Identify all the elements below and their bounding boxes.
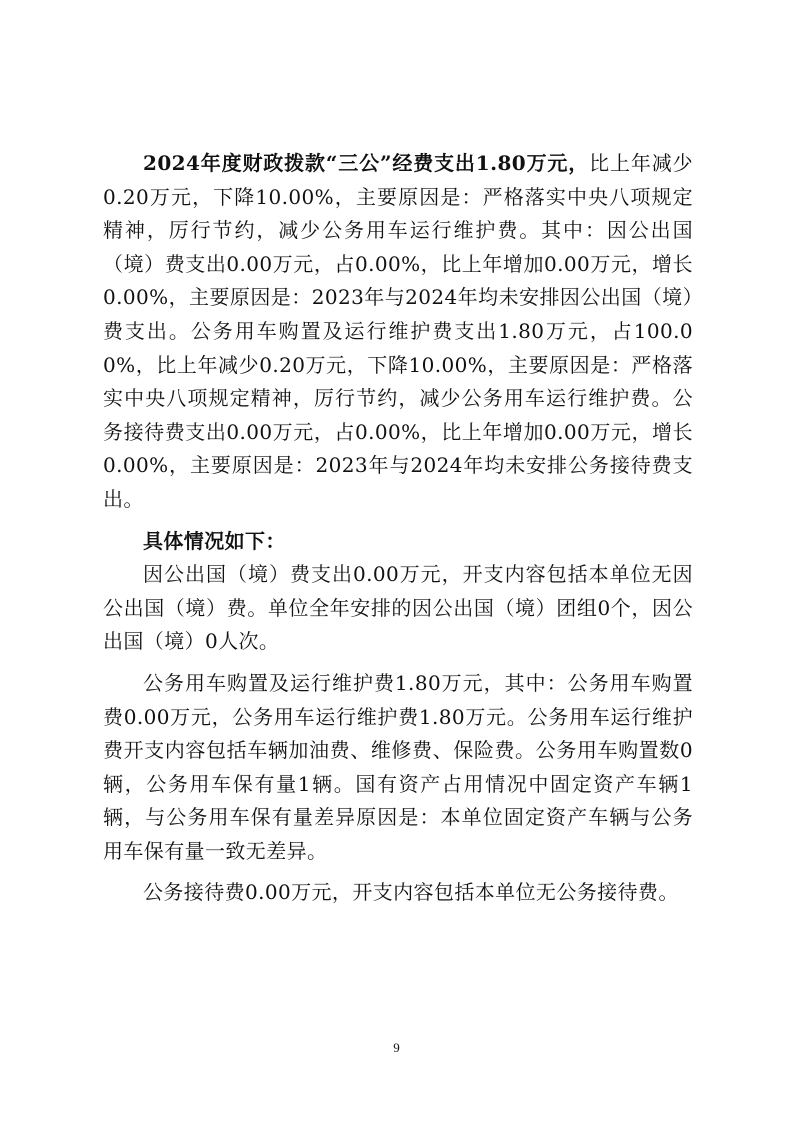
- overseas-paragraph: 因公出国（境）费支出0.00万元，开支内容包括本单位无因公出国（境）费。单位全年安排的因公出国（境）团组0个，因公出国（境）0人次。: [103, 562, 693, 654]
- vehicles-paragraph: 公务用车购置及运行维护费1.80万元，其中：公务用车购置费0.00万元，公务用车运行维护费1.80万元。公务用车运行维护费开支内容包括车辆加油费、维修费、保险费。公务用车购置数0辆，公务用车保有量1辆。国有资产占用情况中固定资产车辆1辆，与公务用车保有量差异原因是：本单位固定资产车辆与公务用车保有量一致无差异。: [103, 670, 693, 863]
- document-body: [103, 147, 693, 910]
- reception-paragraph: 公务接待费0.00万元，开支内容包括本单位无公务接待费。: [143, 880, 679, 905]
- details-heading: 具体情况如下：: [143, 528, 286, 553]
- summary-lead: 2024年度财政拨款“三公”经费支出1.80万元，: [143, 151, 590, 175]
- page-number: 9: [393, 1040, 400, 1055]
- summary-text: 比上年减少0.20万元，下降10.00%，主要原因是：严格落实中央八项规定精神，厉行节约，减少公务用车运行维护费。其中：因公出国（境）费支出0.00万元，占0.00%，比上年增加0.00万元，增长0.00%，主要原因是：2023年与2024年均未安排因公出国（境）费支出。公务用车购置及运行维护费支出1.80万元，占100.00%，比上年减少0.20万元，下降10.00%，主要原因是：严格落实中央八项规定精神，厉行节约，减少公务用车运行维护费。公务接待费支出0.00万元，占0.00%，比上年增加0.00万元，增长0.00%，主要原因是：2023年与2024年均未安排公务接待费支出。: [103, 151, 694, 511]
- summary-paragraph: [103, 147, 693, 517]
